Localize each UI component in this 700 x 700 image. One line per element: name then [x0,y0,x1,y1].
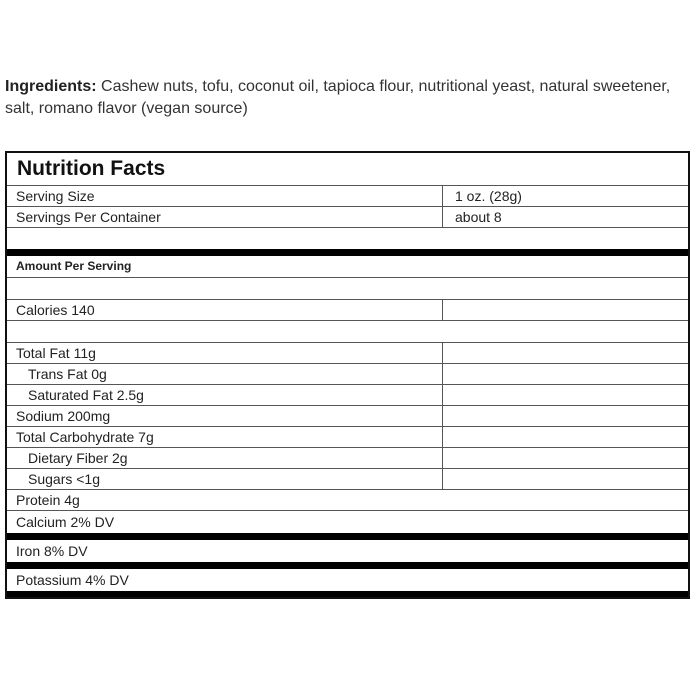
ingredients-text: Cashew nuts, tofu, coconut oil, tapioca flour, nutritional yeast, natural sweetener, salt, romano flavor (vegan source) [5,78,671,117]
trans-fat-row [7,363,688,384]
ingredients-paragraph [5,76,685,120]
iron-row [7,533,688,562]
nutrition-facts-title: Nutrition Facts [17,157,166,180]
sugars-row [7,468,688,489]
saturated-fat-label: Saturated Fat 2.5g [7,385,443,405]
dietary-fiber-row [7,447,688,468]
sodium-row [7,405,688,426]
serving-size-label: Serving Size [7,186,443,206]
total-fat-row [7,342,688,363]
total-carb-row [7,426,688,447]
calcium-label: Calcium 2% DV [16,514,115,530]
protein-row [7,489,688,510]
spacer-row [7,277,688,299]
sodium-label: Sodium 200mg [7,406,443,426]
serving-size-row [7,185,688,206]
total-fat-label: Total Fat 11g [7,343,443,363]
potassium-label: Potassium 4% DV [16,572,129,588]
spacer-row [7,320,688,342]
trans-fat-label: Trans Fat 0g [7,364,443,384]
protein-label: Protein 4g [16,492,80,508]
servings-value: about 8 [455,209,502,225]
calories-label: Calories 140 [7,300,443,320]
dietary-fiber-label: Dietary Fiber 2g [7,448,443,468]
calories-dv [443,300,688,320]
amount-per-serving-row [7,249,688,277]
nutrition-facts-table [5,151,690,599]
ingredients-label: Ingredients: [5,78,97,95]
servings-per-container-row [7,206,688,227]
iron-label: Iron 8% DV [16,543,88,559]
servings-label: Servings Per Container [7,207,443,227]
serving-size-value: 1 oz. (28g) [455,188,522,204]
spacer-row [7,227,688,249]
total-carb-label: Total Carbohydrate 7g [7,427,443,447]
calcium-row [7,510,688,533]
saturated-fat-row [7,384,688,405]
sugars-label: Sugars <1g [7,469,443,489]
potassium-row [7,562,688,597]
calories-row [7,299,688,320]
amount-per-serving-label: Amount Per Serving [16,259,132,273]
